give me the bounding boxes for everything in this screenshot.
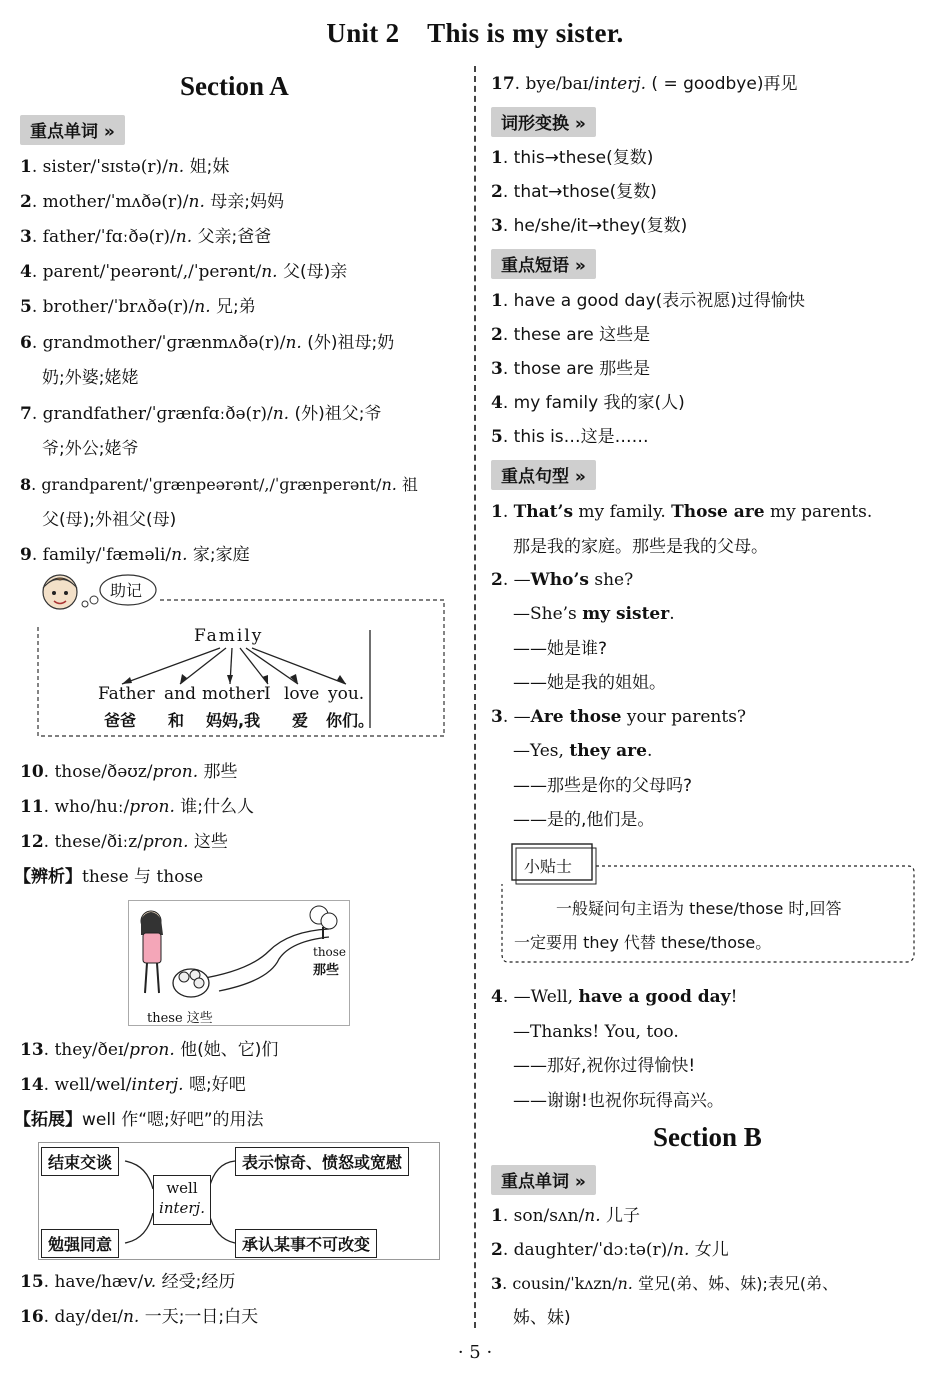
- word-phonetic: . son/sʌn/: [502, 1206, 585, 1226]
- text: she?: [588, 570, 634, 590]
- bold-text: have a good day: [578, 987, 731, 1007]
- wordform-text: . he/she/it→they(复数): [502, 216, 688, 236]
- text: .: [669, 604, 675, 624]
- pos: pron.: [129, 1040, 175, 1060]
- these-caption: [147, 1007, 213, 1026]
- meaning: 父(母)亲: [277, 262, 348, 282]
- meaning: 谁;什么人: [174, 797, 255, 817]
- vocab-item: [20, 761, 238, 783]
- phrase-text: . my family 我的家(人): [502, 393, 685, 413]
- vocab-item: [20, 544, 250, 566]
- item-number: 3: [491, 359, 503, 379]
- center-pos: interj.: [159, 1199, 205, 1217]
- item-number: 15: [20, 1272, 44, 1292]
- item-number: 1: [20, 157, 32, 177]
- vocab-item: [491, 1273, 838, 1295]
- tip-label: 小贴士: [524, 857, 573, 876]
- tag-vocab: 重点单词 »: [20, 115, 125, 145]
- analysis-note: [14, 866, 203, 888]
- tip-line: 一般疑问句主语为 these/those 时,回答: [556, 899, 842, 918]
- expand-text: well 作“嗯;好吧”的用法: [82, 1110, 264, 1130]
- wordform-text: . this→these(复数): [502, 148, 654, 168]
- sentence-item: [491, 501, 872, 523]
- bold-text: my sister: [582, 604, 670, 624]
- text: .: [502, 502, 514, 522]
- word-phonetic: . who/huː/: [43, 797, 130, 817]
- vocab-item: [20, 156, 229, 178]
- item-number: 3: [491, 1274, 503, 1293]
- meaning-continued: 爷;外公;姥爷: [42, 439, 139, 459]
- sentence-line: [513, 603, 675, 625]
- text: . —: [502, 570, 531, 590]
- pos: n.: [188, 192, 205, 212]
- sentence-line: [513, 740, 652, 762]
- vocab-item: [20, 403, 381, 425]
- wordform-item: [491, 215, 687, 237]
- mind-map-item: 勉强同意: [41, 1229, 119, 1258]
- pos: interj.: [593, 74, 647, 94]
- word-phonetic: . father/ˈfɑːðə(r)/: [31, 227, 176, 247]
- phrase-item: [491, 426, 649, 448]
- section-a-heading: Section A: [180, 71, 289, 101]
- vocab-item: [20, 796, 254, 818]
- wordform-item: [491, 181, 657, 203]
- mind-map-item: 承认某事不可改变: [235, 1229, 377, 1258]
- pos: pron.: [152, 762, 199, 782]
- word-phonetic: . grandmother/ˈɡrænmʌðə(r)/: [31, 333, 286, 353]
- bold-text: Those are: [671, 502, 765, 522]
- phrase-text: . this is…这是……: [502, 427, 649, 447]
- word-phonetic: . family/ˈfæməli/: [31, 545, 172, 565]
- phrase-item: [491, 324, 650, 346]
- pos: n.: [584, 1206, 601, 1226]
- expand-label: 【拓展】: [14, 1110, 82, 1130]
- pos: n.: [285, 333, 302, 353]
- item-number: 7: [20, 404, 32, 424]
- meaning: 嗯;好吧: [183, 1075, 246, 1095]
- tip-line: 一定要用 they 代替 these/those。: [514, 933, 772, 952]
- word-phonetic: . bye/baɪ/: [514, 74, 594, 94]
- column-divider: [474, 66, 476, 1328]
- mnemonic-word: you.: [328, 684, 365, 704]
- meaning: 一天;一日;白天: [139, 1307, 259, 1327]
- sentence-item: [491, 569, 633, 591]
- pos: n.: [673, 1240, 690, 1260]
- vocab-item: [20, 831, 228, 853]
- phrase-item: [491, 290, 805, 312]
- meaning-continued: 姊、妹): [513, 1308, 571, 1328]
- meaning: (外)祖父;爷: [289, 404, 382, 424]
- analysis-label: 【辨析】: [14, 867, 82, 887]
- item-number: 2: [491, 182, 503, 202]
- sentence-translation: ——谢谢!也祝你玩得高兴。: [513, 1091, 724, 1111]
- mnemonic-word: I: [264, 684, 271, 704]
- mnemonic-cn: 爱: [292, 711, 309, 730]
- text: . —: [502, 707, 531, 727]
- meaning-continued: 奶;外婆;姥姥: [42, 368, 139, 388]
- item-number: 4: [491, 393, 503, 413]
- text: —She’s: [513, 604, 583, 624]
- center-word: well: [166, 1179, 198, 1197]
- pos: n.: [381, 475, 397, 494]
- text: .: [646, 741, 653, 761]
- word-phonetic: . parent/ˈpeərənt/,/ˈperənt/: [31, 262, 262, 282]
- meaning: 那些: [198, 762, 238, 782]
- meaning: ( = goodbye)再见: [646, 74, 798, 94]
- those-caption-en: those: [313, 945, 347, 959]
- meaning: 这些: [188, 832, 228, 852]
- vocab-item: [20, 1271, 235, 1293]
- item-number: 10: [20, 762, 44, 782]
- pos: n.: [272, 404, 290, 424]
- wordform-item: [491, 147, 653, 169]
- pos: n.: [175, 227, 193, 247]
- item-number: 11: [20, 797, 44, 817]
- pos: n.: [261, 262, 278, 282]
- meaning: 母亲;妈妈: [204, 192, 285, 212]
- memory-aid-label: 助记: [110, 581, 143, 600]
- item-number: 16: [20, 1307, 44, 1327]
- text: my family.: [573, 502, 672, 522]
- item-number: 4: [20, 262, 32, 282]
- phrase-text: . have a good day(表示祝愿)过得愉快: [502, 291, 805, 311]
- meaning: 他(她、它)们: [174, 1040, 279, 1060]
- item-number: 14: [20, 1075, 44, 1095]
- vocab-item: [20, 296, 256, 318]
- item-number: 2: [491, 325, 503, 345]
- sentence-item: [491, 706, 746, 728]
- item-number: 2: [491, 570, 503, 590]
- mnemonic-cn: 妈妈,我: [206, 711, 261, 730]
- sentence-translation: ——那好,祝你过得愉快!: [513, 1056, 696, 1076]
- item-number: 6: [20, 333, 32, 353]
- item-number: 4: [491, 987, 503, 1007]
- page-title: Unit 2 This is my sister.: [326, 18, 624, 48]
- mnemonic-word: Father: [98, 684, 155, 704]
- item-number: 1: [491, 148, 503, 168]
- mind-map-center: [153, 1175, 211, 1225]
- item-number: 9: [20, 545, 32, 565]
- tag-phrases: 重点短语 »: [491, 249, 596, 279]
- phrase-text: . these are 这些是: [502, 325, 651, 345]
- tag-vocab-b: 重点单词 »: [491, 1165, 596, 1195]
- sentence-translation: 那是我的家庭。那些是我的父母。: [513, 537, 768, 557]
- tag-sentences: 重点句型 »: [491, 460, 596, 490]
- pos: pron.: [142, 832, 189, 852]
- sentence-translation: ——是的,他们是。: [513, 810, 655, 830]
- word-phonetic: . they/ðeɪ/: [43, 1040, 130, 1060]
- pos: n.: [122, 1307, 140, 1327]
- sentence-item: [491, 986, 737, 1008]
- text: . —Well,: [502, 987, 579, 1007]
- these-those-illustration: [128, 900, 350, 1026]
- phrase-item: [491, 392, 685, 414]
- word-phonetic: . grandfather/ˈɡrænfɑːðə(r)/: [31, 404, 273, 424]
- text: !: [730, 987, 738, 1007]
- word-phonetic: . sister/ˈsɪstə(r)/: [31, 157, 168, 177]
- vocab-item: [20, 191, 284, 213]
- mnemonic-word: and: [164, 684, 196, 704]
- meaning-continued: 父(母);外祖父(母): [42, 510, 177, 530]
- meaning: 兄;弟: [210, 297, 256, 317]
- vocab-item: [20, 332, 394, 354]
- word-phonetic: . grandparent/ˈɡrænpeərənt/,/ˈɡrænperənt/: [31, 475, 382, 494]
- bold-text: they are: [569, 741, 647, 761]
- section-b-heading: Section B: [653, 1122, 762, 1152]
- tag-wordform: 词形变换 »: [491, 107, 596, 137]
- vocab-item: [20, 474, 418, 496]
- text: —Yes,: [513, 741, 570, 761]
- item-number: 1: [491, 1206, 503, 1226]
- word-phonetic: . cousin/ˈkʌzn/: [502, 1274, 618, 1293]
- item-number: 1: [491, 502, 503, 522]
- mind-map-item: 结束交谈: [41, 1147, 119, 1176]
- item-number: 13: [20, 1040, 44, 1060]
- item-number: 3: [20, 227, 32, 247]
- meaning: (外)祖母;奶: [301, 333, 395, 353]
- pos: n.: [194, 297, 211, 317]
- meaning: 父亲;爸爸: [192, 227, 272, 247]
- these-caption-text: these 这些: [147, 1011, 213, 1026]
- pos: n.: [171, 545, 188, 565]
- item-number: 12: [20, 832, 44, 852]
- item-number: 8: [20, 475, 32, 494]
- mnemonic-cn: 你们。: [326, 711, 375, 730]
- meaning: 家;家庭: [187, 545, 250, 565]
- item-number: 2: [491, 1240, 503, 1260]
- meaning: 姐;妹: [184, 157, 230, 177]
- word-phonetic: . mother/ˈmʌðə(r)/: [31, 192, 189, 212]
- item-number: 2: [20, 192, 32, 212]
- meaning: 儿子: [600, 1206, 641, 1226]
- phrase-item: [491, 358, 650, 380]
- mnemonic-word: mother: [202, 684, 265, 704]
- sentence-translation: ——那些是你的父母吗?: [513, 776, 693, 796]
- item-number: 3: [491, 707, 503, 727]
- sentence-line: —Thanks! You, too.: [513, 1022, 679, 1042]
- bold-text: Who’s: [530, 570, 589, 590]
- item-number: 3: [491, 216, 503, 236]
- pos: n.: [167, 157, 185, 177]
- text: my parents.: [764, 502, 873, 522]
- bold-text: Are those: [530, 707, 622, 727]
- pos: v.: [143, 1272, 157, 1292]
- vocab-item: [491, 1239, 729, 1261]
- vocab-item: [491, 1205, 640, 1227]
- vocab-item: [20, 1074, 246, 1096]
- pos: pron.: [129, 797, 175, 817]
- sentence-translation: ——她是我的姐姐。: [513, 673, 666, 693]
- phrase-text: . those are 那些是: [502, 359, 651, 379]
- expand-note: [14, 1109, 264, 1131]
- item-number: 17: [491, 74, 515, 94]
- word-phonetic: . brother/ˈbrʌðə(r)/: [31, 297, 195, 317]
- those-caption-cn: 那些: [313, 963, 340, 978]
- pos: n.: [617, 1274, 633, 1293]
- tip-box: [500, 842, 916, 968]
- mnemonic-cn: 和: [168, 711, 185, 730]
- word-phonetic: . daughter/ˈdɔːtə(r)/: [502, 1240, 674, 1260]
- vocab-item: [491, 73, 797, 95]
- item-number: 5: [20, 297, 32, 317]
- vocab-item: [20, 1039, 278, 1061]
- meaning: 经受;经历: [156, 1272, 236, 1292]
- item-number: 5: [491, 427, 503, 447]
- vocab-item: [20, 1306, 258, 1328]
- sentence-translation: ——她是谁?: [513, 639, 608, 659]
- meaning: 祖: [396, 475, 418, 494]
- text: your parents?: [621, 707, 747, 727]
- word-phonetic: . those/ðəʊz/: [43, 762, 153, 782]
- well-mind-map: [38, 1142, 440, 1260]
- mind-map-item: 表示惊奇、愤怒或宽慰: [235, 1147, 409, 1176]
- word-phonetic: . day/deɪ/: [43, 1307, 123, 1327]
- analysis-text: these 与 those: [82, 867, 204, 887]
- mnemonic-cn: 爸爸: [104, 711, 137, 730]
- meaning: 堂兄(弟、姊、妹);表兄(弟、: [632, 1274, 839, 1293]
- word-phonetic: . these/ðiːz/: [43, 832, 143, 852]
- vocab-item: [20, 261, 347, 283]
- item-number: 1: [491, 291, 503, 311]
- page-number: · 5 ·: [457, 1342, 493, 1363]
- mnemonic-word: love: [284, 684, 320, 704]
- meaning: 女儿: [689, 1240, 729, 1260]
- word-phonetic: . have/hæv/: [43, 1272, 144, 1292]
- memory-aid-box: [30, 566, 450, 744]
- wordform-text: . that→those(复数): [502, 182, 657, 202]
- bold-text: That’s: [513, 502, 574, 522]
- word-phonetic: . well/wel/: [43, 1075, 132, 1095]
- vocab-item: [20, 226, 271, 248]
- pos: interj.: [131, 1075, 184, 1095]
- memory-aid-family: Family: [194, 626, 264, 646]
